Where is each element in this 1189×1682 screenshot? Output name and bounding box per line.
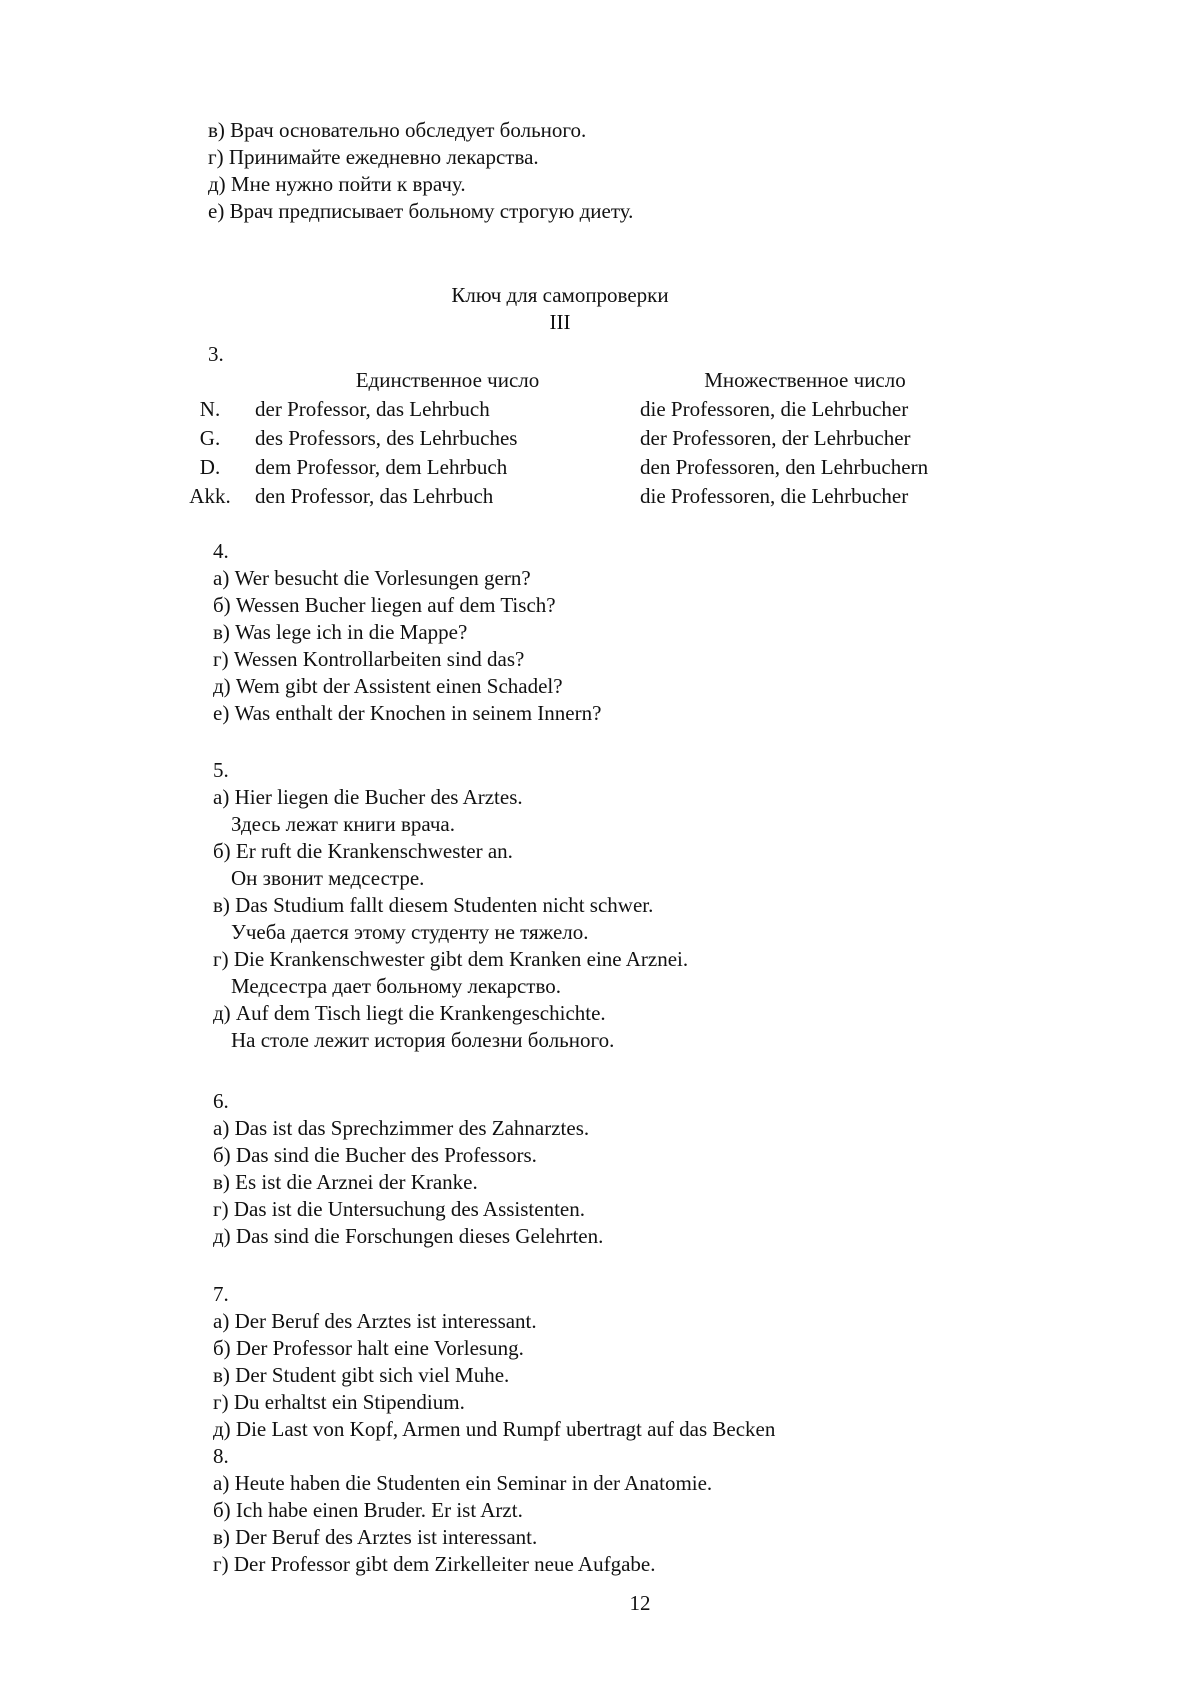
singular-cell: des Professors, des Lehrbuches	[255, 426, 518, 450]
table-row	[165, 483, 970, 512]
list-item: а) Wer besucht die Vorlesungen gern?	[213, 566, 531, 590]
plural-cell: der Professoren, der Lehrbucher	[640, 426, 911, 450]
page-number-text: 12	[629, 1591, 651, 1615]
singular-cell: dem Professor, dem Lehrbuch	[255, 455, 508, 479]
page-number	[0, 1590, 1189, 1617]
list-item: д) Wem gibt der Assistent einen Schadel?	[213, 674, 563, 698]
table-header-row	[165, 367, 970, 396]
list-item: г) Du erhaltst ein Stipendium.	[213, 1390, 465, 1414]
russian-translation: Он звонит медсестре.	[231, 866, 425, 890]
exercise-3-number	[208, 341, 224, 368]
key-heading	[0, 282, 1120, 336]
key-section: III	[549, 310, 571, 334]
list-item: е) Врач предписывает больному строгую диету.	[208, 199, 634, 223]
list-item: б) Das sind die Bucher des Professors.	[213, 1143, 537, 1167]
list-item: в) Врач основательно обследует больного.	[208, 118, 587, 142]
singular-cell: der Professor, das Lehrbuch	[255, 397, 490, 421]
russian-translation: Здесь лежат книги врача.	[231, 812, 455, 836]
list-item: д) Das sind die Forschungen dieses Gelehrten.	[213, 1224, 604, 1248]
list-item: д) Die Last von Kopf, Armen und Rumpf ubertragt auf das Becken	[213, 1417, 776, 1441]
german-sentence: б) Er ruft die Krankenschwester an.	[213, 839, 513, 863]
list-item: а) Der Beruf des Arztes ist interessant.	[213, 1309, 537, 1333]
list-item: в) Was lege ich in die Mappe?	[213, 620, 468, 644]
plural-cell: die Professoren, die Lehrbucher	[640, 484, 909, 508]
list-item: а) Das ist das Sprechzimmer des Zahnarztes.	[213, 1116, 590, 1140]
list-item: в) Der Beruf des Arztes ist interessant.	[213, 1525, 538, 1549]
list-item: г) Das ist die Untersuchung des Assistenten.	[213, 1197, 585, 1221]
exercise-6	[213, 1088, 603, 1250]
exercise-4	[213, 538, 601, 727]
exercise-number: 3.	[208, 342, 224, 366]
german-sentence: а) Hier liegen die Bucher des Arztes.	[213, 785, 523, 809]
list-item: в) Es ist die Arznei der Kranke.	[213, 1170, 478, 1194]
list-item: в) Der Student gibt sich viel Muhe.	[213, 1363, 510, 1387]
case-label: G.	[199, 426, 221, 450]
declension-table	[165, 367, 970, 512]
russian-translation: На столе лежит история болезни больного.	[231, 1028, 615, 1052]
list-item: е) Was enthalt der Knochen in seinem Innern?	[213, 701, 602, 725]
list-item: г) Принимайте ежедневно лекарства.	[208, 145, 539, 169]
list-item: а) Heute haben die Studenten ein Seminar in der Anatomie.	[213, 1471, 713, 1495]
exercise-5	[213, 757, 688, 1054]
exercise-number: 5.	[213, 758, 229, 782]
german-sentence: д) Auf dem Tisch liegt die Krankengeschichte.	[213, 1001, 606, 1025]
exercise-number: 8.	[213, 1444, 229, 1468]
list-item: б) Der Professor halt eine Vorlesung.	[213, 1336, 524, 1360]
exercise-number: 7.	[213, 1282, 229, 1306]
exercise-number: 6.	[213, 1089, 229, 1113]
table-row	[165, 425, 970, 454]
list-item: б) Ich habe einen Bruder. Er ist Arzt.	[213, 1498, 523, 1522]
column-header-singular: Единственное число	[355, 368, 540, 392]
singular-cell: den Professor, das Lehrbuch	[255, 484, 494, 508]
exercise-7-8	[213, 1281, 775, 1578]
list-item: г) Der Professor gibt dem Zirkelleiter neue Aufgabe.	[213, 1552, 656, 1576]
case-label: Akk.	[189, 484, 231, 508]
case-label: D.	[199, 455, 221, 479]
table-row	[165, 396, 970, 425]
russian-translation: Медсестра дает больному лекарство.	[231, 974, 561, 998]
german-sentence: в) Das Studium fallt diesem Studenten nicht schwer.	[213, 893, 654, 917]
german-sentence: г) Die Krankenschwester gibt dem Kranken eine Arznei.	[213, 947, 689, 971]
russian-translation: Учеба дается этому студенту не тяжело.	[231, 920, 589, 944]
column-header-plural: Множественное число	[704, 368, 906, 392]
case-label: N.	[199, 397, 221, 421]
table-row	[165, 454, 970, 483]
list-item: д) Мне нужно пойти к врачу.	[208, 172, 466, 196]
plural-cell: die Professoren, die Lehrbucher	[640, 397, 909, 421]
exercise-number: 4.	[213, 539, 229, 563]
key-title: Ключ для самопроверки	[451, 283, 669, 307]
plural-cell: den Professoren, den Lehrbuchern	[640, 455, 929, 479]
list-item: б) Wessen Bucher liegen auf dem Tisch?	[213, 593, 556, 617]
top-items	[208, 117, 633, 225]
list-item: г) Wessen Kontrollarbeiten sind das?	[213, 647, 525, 671]
